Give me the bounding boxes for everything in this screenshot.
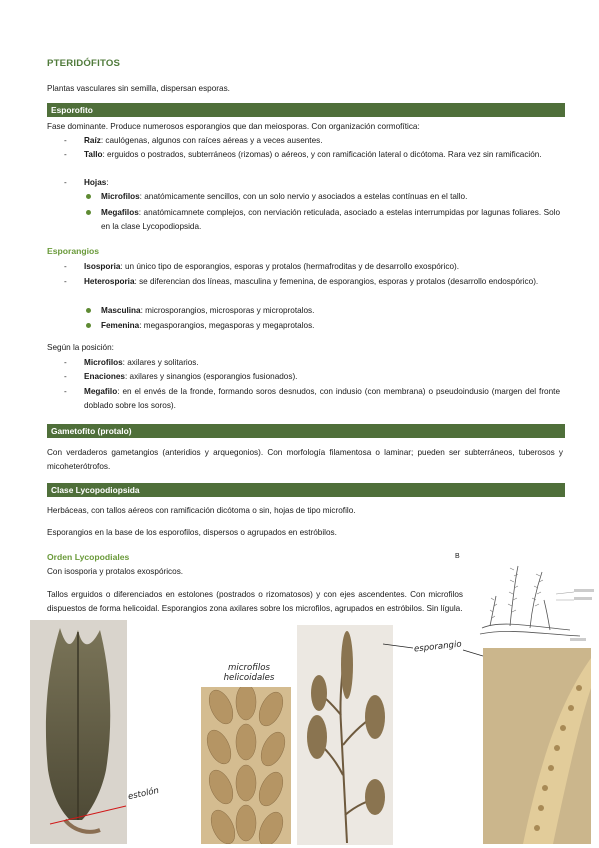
list-item-hojas: - Hojas: — [64, 178, 109, 187]
lycopodiopsida-p1: Herbáceas, con tallos aéreos con ramificación dicótoma o sin, hojas de tipo microfilo. — [47, 506, 356, 515]
posicion-label: Según la posición: — [47, 343, 114, 352]
pointer-lines — [383, 642, 483, 662]
list-item-isosporia: - Isosporia: un único tipo de esporangios, esporas y protalos (hermafroditas y de desarrollo exospórico). — [64, 262, 460, 271]
lycopodiopsida-p2: Esporangios en la base de los esporofilos, dispersos o agrupados en estróbilos. — [47, 528, 337, 537]
photo-estrobilo — [483, 648, 591, 844]
list-item-pos-megafilo: - Megafilo: en el envés de la fronde, formando soros desnudos, con indusio (con membrana) o pseudoindusio (margen del fronte doblado sobre los soros). — [64, 387, 560, 410]
list-item-pos-enaciones: - Enaciones: axilares y sinangios (esporangios fusionados). — [64, 372, 298, 381]
subheader-esporangios: Esporangios — [47, 246, 100, 256]
bullet-icon — [86, 194, 91, 199]
page-title: PTERIDÓFITOS — [47, 58, 121, 69]
bullet-icon — [86, 323, 91, 328]
intro-text: Plantas vasculares sin semilla, dispersan esporas. — [47, 84, 230, 93]
section-header-esporofito: Esporofito — [47, 103, 565, 117]
gametofito-text: Con verdaderos gametangios (anteridios y arquegonios). Con morfología filamentosa o laminar; pueden ser subterráneos, tuberosos y micoheterótrofos. — [47, 448, 563, 471]
bullet-icon — [86, 210, 91, 215]
list-item-microfilos: Microfilos: anatómicamente sencillos, con un solo nervio y asociados a estelas contínuas en el tallo. — [86, 190, 560, 204]
esporofito-desc: Fase dominante. Produce numerosos esporangios que dan meiosporas. Con organización cormofítica: — [47, 122, 420, 131]
photo-dried-plant — [297, 625, 393, 845]
label-microfilos: microfilos helicoidales — [223, 663, 275, 683]
section-header-lycopodiopsida: Clase Lycopodiopsida — [47, 483, 565, 497]
section-header-gametofito: Gametofito (protalo) — [47, 424, 565, 438]
lycopodium-drawing — [470, 556, 598, 644]
lycopodiales-p2: Tallos erguidos o diferenciados en estolones (postrados o rizomatosos) y con ejes ascendentes. Con microfilos dispuestos de forma helicoidal. Esporangios zona axilares sobre los microfilos, agrupados en estróbilos. Sin lígula. — [47, 590, 463, 613]
list-item-femenina: Femenina: megasporangios, megasporas y megaprotalos. — [86, 319, 560, 333]
photo-plant-estolon — [30, 620, 127, 844]
list-item-heterosporia: - Heterosporia: se diferencian dos líneas, masculina y femenina, de esporangios, esporas y protalos (desarrollo endospórico). — [64, 277, 539, 286]
list-item-tallo: - Tallo: erguidos o postrados, subterráneos (rizomas) o aéreos, y con ramificación lateral o dicótoma. Rara vez sin ramificación. — [64, 150, 542, 159]
list-item-masculina: Masculina: microsporangios, microsporas y microprotalos. — [86, 304, 560, 318]
label-esporangio: esporangio — [413, 639, 463, 655]
photo-microfilos — [201, 687, 291, 844]
list-item-megafilos: Megafilos: anatómicamnete complejos, con nerviación reticulada, asociado a estelas interrumpidas por lagunas foliares. Solo en la clase Lycopodiopsida. — [86, 206, 560, 233]
list-item-raiz: - Raíz: caulógenas, algunos con raíces aéreas y a veces ausentes. — [64, 136, 323, 145]
list-item-pos-microfilos: - Microfilos: axilares y solitarios. — [64, 358, 199, 367]
bullet-icon — [86, 308, 91, 313]
subheader-lycopodiales: Orden Lycopodiales — [47, 552, 130, 562]
lycopodiales-p1: Con isosporia y protalos exospóricos. — [47, 567, 184, 576]
label-estolon: estolón — [127, 785, 161, 803]
figure-label-b: B — [455, 553, 460, 560]
